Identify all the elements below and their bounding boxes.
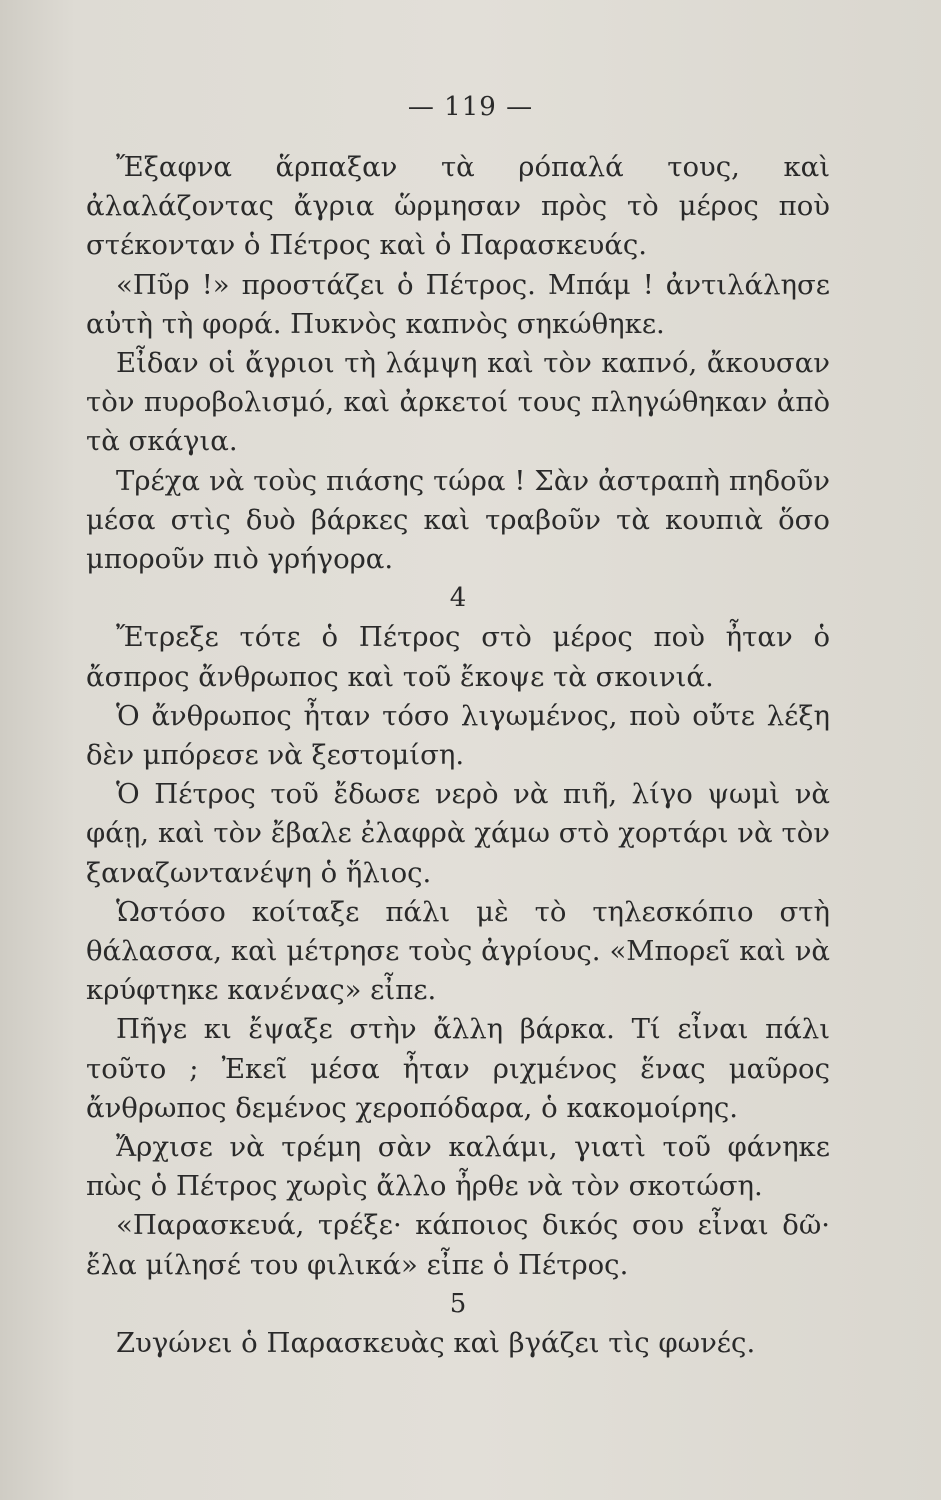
paragraph: Εἶδαν οἱ ἄγριοι τὴ λάμψη καὶ τὸν καπνό, ἄκουσαν τὸν πυροβολισμό, καὶ ἀρκετοί τους πληγώθηκαν ἀπὸ τὰ σκάγια.: [86, 347, 830, 458]
paragraph: Πῆγε κι ἔψαξε στὴν ἄλλη βάρκα. Τί εἶναι πάλι τοῦτο ; Ἐκεῖ μέσα ἦταν ριχμένος ἕνας μαῦρος ἄνθρωπος δεμένος χεροπόδαρα, ὁ κακομοίρης.: [86, 1013, 830, 1124]
paragraph: Ἄρχισε νὰ τρέμη σὰν καλάμι, γιατὶ τοῦ φάνηκε πὼς ὁ Πέτρος χωρὶς ἄλλο ἦρθε νὰ τὸν σκοτώση.: [86, 1131, 830, 1203]
page-number-header: — 119 —: [407, 92, 534, 122]
section-number: 4: [449, 583, 467, 614]
paragraph: Τρέχα νὰ τοὺς πιάσης τώρα ! Σὰν ἀστραπὴ πηδοῦν μέσα στὶς δυὸ βάρκες καὶ τραβοῦν τὰ κουπιὰ ὅσο μποροῦν πιὸ γρήγορα.: [86, 464, 830, 576]
paragraph: «Παρασκευά, τρέξε· κάποιος δικός σου εἶναι δῶ· ἔλα μίλησέ του φιλικά» εἶπε ὁ Πέτρος.: [86, 1209, 830, 1281]
paragraph: Ἔτρεξε τότε ὁ Πέτρος στὸ μέρος ποὺ ἦταν ὁ ἄσπρος ἄνθρωπος καὶ τοῦ ἔκοψε τὰ σκοινιά.: [86, 621, 830, 693]
paragraph: Ἔξαφνα ἅρπαξαν τὰ ρόπαλά τους, καὶ ἀλαλάζοντας ἄγρια ὥρμησαν πρὸς τὸ μέρος ποὺ στέκονταν ὁ Πέτρος καὶ ὁ Παρασκευάς.: [86, 151, 830, 262]
paragraph: Ὡστόσο κοίταξε πάλι μὲ τὸ τηλεσκόπιο στὴ θάλασσα, καὶ μέτρησε τοὺς ἀγρίους. «Μπορεῖ καὶ νὰ κρύφτηκε κανένας» εἶπε.: [86, 895, 830, 1007]
page-body-text: [86, 148, 830, 1363]
paragraph: «Πῦρ !» προστάζει ὁ Πέτρος. Μπάμ ! ἀντιλάλησε αὐτὴ τὴ φορά. Πυκνὸς καπνὸς σηκώθηκε.: [86, 268, 830, 340]
paragraph: Ὁ Πέτρος τοῦ ἔδωσε νερὸ νὰ πιῆ, λίγο ψωμὶ νὰ φάῃ, καὶ τὸν ἔβαλε ἐλαφρὰ χάμω στὸ χορτάρι νὰ τὸν ξαναζωντανέψη ὁ ἥλιος.: [86, 778, 830, 889]
paragraph: Ὁ ἄνθρωπος ἦταν τόσο λιγωμένος, ποὺ οὔτε λέξη δὲν μπόρεσε νὰ ξεστομίση.: [86, 699, 830, 772]
section-number: 5: [449, 1288, 467, 1319]
paragraph: Ζυγώνει ὁ Παρασκευὰς καὶ βγάζει τὶς φωνές.: [116, 1327, 756, 1360]
